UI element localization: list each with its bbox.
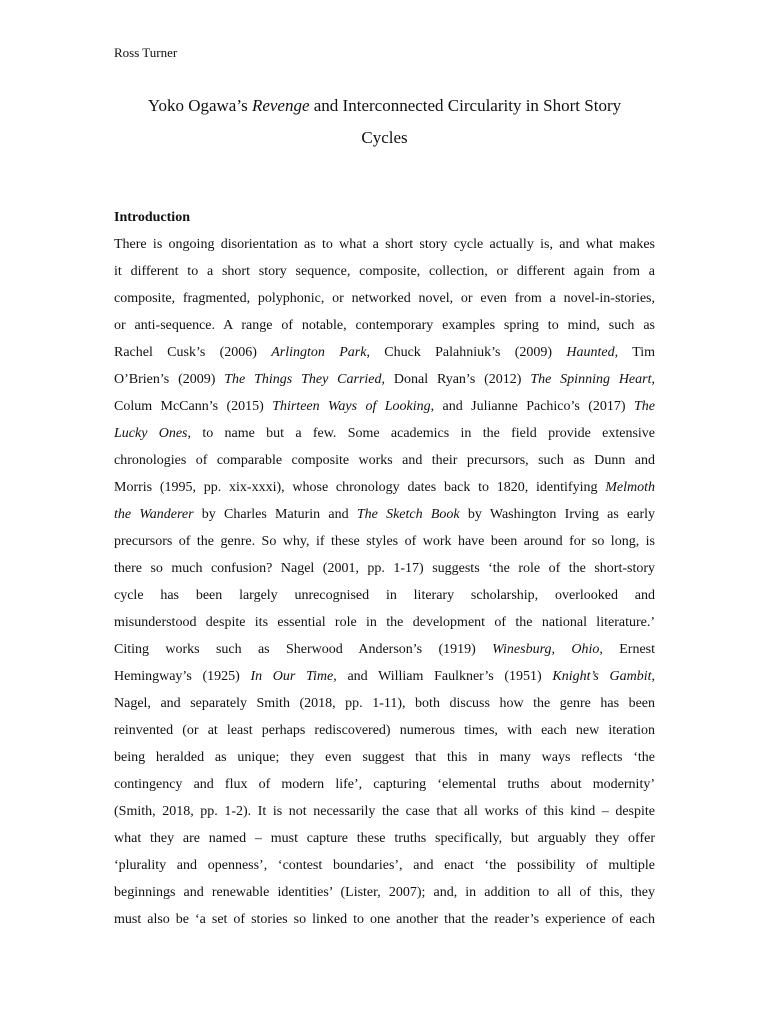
line-text: precursors of the genre. So why, if these styles of work have been around for so long, is xyxy=(114,534,655,549)
line-text: there so much confusion? Nagel (2001, pp. 1-17) suggests ‘the role of the short-story xyxy=(114,561,655,576)
paragraph-line xyxy=(114,636,655,663)
paragraph-line xyxy=(114,285,655,312)
paragraph-line xyxy=(114,717,655,744)
line-text: chronologies of comparable composite works and their precursors, such as Dunn and xyxy=(114,453,655,468)
line-text: misunderstood despite its essential role in the development of the national literature.’ xyxy=(114,615,655,630)
paragraph-line xyxy=(114,447,655,474)
italic-title-text: Thirteen Ways of Looking xyxy=(272,399,431,414)
italic-title-text: Melmoth xyxy=(605,480,655,495)
line-text: Colum McCann’s (2015) xyxy=(114,399,273,414)
paragraph-line xyxy=(114,582,655,609)
line-text: contingency and flux of modern life’, capturing ‘elemental truths about modernity’ xyxy=(114,777,655,792)
line-text: by Charles Maturin and xyxy=(193,507,357,522)
body-paragraph xyxy=(114,231,655,933)
paragraph-line xyxy=(114,501,655,528)
paragraph-line xyxy=(114,555,655,582)
line-text: ‘plurality and openness’, ‘contest boundaries’, and enact ‘the possibility of multiple xyxy=(114,858,655,873)
line-text: by Washington Irving as early xyxy=(459,507,655,522)
paragraph-line xyxy=(114,339,655,366)
line-text: Hemingway’s (1925) xyxy=(114,669,251,684)
line-text: , xyxy=(651,669,655,684)
title-text-post: and Interconnected Circularity in Short Story xyxy=(309,96,622,115)
line-text: (Smith, 2018, pp. 1-2). It is not necessarily the case that all works of this kind – despite xyxy=(114,804,655,819)
italic-title-text: The xyxy=(633,399,655,414)
italic-title-text: The Sketch Book xyxy=(356,507,460,522)
line-text: , and William Faulkner’s (1951) xyxy=(333,669,553,684)
line-text: Nagel, and separately Smith (2018, pp. 1-11), both discuss how the genre has been xyxy=(114,696,655,711)
line-text: O’Brien’s (2009) xyxy=(114,372,225,387)
italic-title-text: The Things They Carried xyxy=(224,372,382,387)
line-text: Rachel Cusk’s (2006) xyxy=(114,345,272,360)
line-text: beginnings and renewable identities’ (Lister, 2007); and, in addition to all of this, they xyxy=(114,885,655,900)
paragraph-line xyxy=(114,744,655,771)
title-line-1 xyxy=(114,90,655,122)
line-text: must also be ‘a set of stories so linked to one another that the reader’s experience of each xyxy=(114,912,655,927)
paragraph-line xyxy=(114,771,655,798)
line-text: , Ernest xyxy=(599,642,655,657)
line-text: , Chuck Palahniuk’s (2009) xyxy=(366,345,567,360)
paragraph-line xyxy=(114,879,655,906)
paragraph-line xyxy=(114,663,655,690)
line-text: , and Julianne Pachico’s (2017) xyxy=(430,399,634,414)
italic-title-text: Arlington Park xyxy=(271,345,367,360)
line-text: Citing works such as Sherwood Anderson’s (1919) xyxy=(114,642,493,657)
italic-title-text: Knight’s Gambit xyxy=(552,669,652,684)
paragraph-line xyxy=(114,312,655,339)
title-text-pre: Yoko Ogawa’s xyxy=(147,96,252,115)
line-text: , Tim xyxy=(614,345,655,360)
line-text: or anti-sequence. A range of notable, contemporary examples spring to mind, such as xyxy=(114,318,655,333)
line-text: what they are named – must capture these truths specifically, but arguably they offer xyxy=(114,831,655,846)
paper-title xyxy=(114,90,655,154)
line-text: cycle has been largely unrecognised in literary scholarship, overlooked and xyxy=(114,588,655,603)
italic-title-text: Lucky Ones xyxy=(114,426,188,441)
paragraph-line xyxy=(114,825,655,852)
paragraph-line xyxy=(114,231,655,258)
paragraph-line xyxy=(114,690,655,717)
paragraph-line xyxy=(114,852,655,879)
paragraph-line xyxy=(114,609,655,636)
line-text: composite, fragmented, polyphonic, or networked novel, or even from a novel-in-stories, xyxy=(114,291,655,306)
italic-title-text: In Our Time xyxy=(250,669,334,684)
paragraph-line xyxy=(114,366,655,393)
line-text: reinvented (or at least perhaps rediscovered) numerous times, with each new iteration xyxy=(114,723,655,738)
title-line-2: Cycles xyxy=(361,128,408,147)
italic-title-text: the Wanderer xyxy=(114,507,194,522)
paragraph-line xyxy=(114,393,655,420)
paragraph-line xyxy=(114,798,655,825)
author-name: Ross Turner xyxy=(114,45,178,60)
line-text: , Donal Ryan’s (2012) xyxy=(381,372,531,387)
line-text: , xyxy=(651,372,655,387)
paragraph-line xyxy=(114,420,655,447)
line-text: Morris (1995, pp. xix-xxxi), whose chronology dates back to 1820, identifying xyxy=(114,480,606,495)
line-text: , to name but a few. Some academics in the field provide extensive xyxy=(187,426,656,441)
italic-title-text: The Spinning Heart xyxy=(530,372,652,387)
paragraph-line xyxy=(114,474,655,501)
line-text: being heralded as unique; they even suggest that this in many ways reflects ‘the xyxy=(114,750,655,765)
paragraph-line xyxy=(114,528,655,555)
italic-title-text: Haunted xyxy=(566,345,615,360)
section-heading: Introduction xyxy=(114,210,190,225)
line-text: it different to a short story sequence, composite, collection, or different again from a xyxy=(114,264,655,279)
line-text: There is ongoing disorientation as to what a short story cycle actually is, and what makes xyxy=(114,237,655,252)
paragraph-line xyxy=(114,258,655,285)
paragraph-line xyxy=(114,906,655,933)
title-italic-revenge: Revenge xyxy=(251,96,310,115)
italic-title-text: Winesburg, Ohio xyxy=(492,642,600,657)
